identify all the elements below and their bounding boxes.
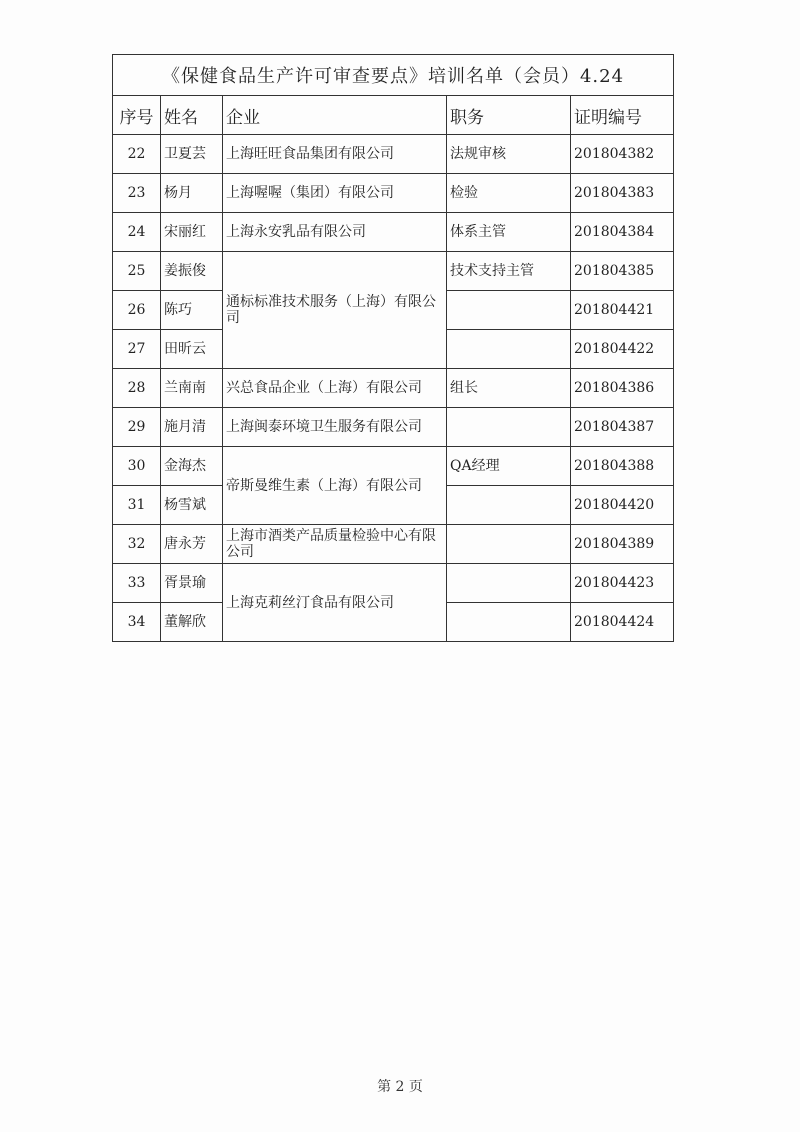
- table-row: [113, 525, 674, 564]
- row-position: [447, 603, 571, 642]
- row-name: 宋丽红: [161, 213, 223, 252]
- table-row: [113, 564, 674, 603]
- row-cert: 201804387: [571, 408, 674, 447]
- row-position: 体系主管: [447, 213, 571, 252]
- table-row: [113, 408, 674, 447]
- row-name: 兰南南: [161, 369, 223, 408]
- row-name: 董解欣: [161, 603, 223, 642]
- row-position: [447, 486, 571, 525]
- row-name: 唐永芳: [161, 525, 223, 564]
- header-row: [113, 96, 674, 135]
- row-no: 34: [113, 603, 161, 642]
- page-number: 第 2 页: [377, 1079, 423, 1095]
- row-no: 27: [113, 330, 161, 369]
- table-row: [113, 252, 674, 291]
- row-cert: 201804382: [571, 135, 674, 174]
- row-no: 32: [113, 525, 161, 564]
- row-cert: 201804388: [571, 447, 674, 486]
- row-position: 技术支持主管: [447, 252, 571, 291]
- row-cert: 201804420: [571, 486, 674, 525]
- row-company: 帝斯曼维生素（上海）有限公司: [223, 447, 447, 525]
- row-cert: 201804423: [571, 564, 674, 603]
- row-no: 24: [113, 213, 161, 252]
- row-no: 28: [113, 369, 161, 408]
- row-name: 姜振俊: [161, 252, 223, 291]
- row-name: 杨月: [161, 174, 223, 213]
- row-company: 上海旺旺食品集团有限公司: [223, 135, 447, 174]
- row-no: 30: [113, 447, 161, 486]
- header-name: 姓名: [161, 96, 223, 135]
- row-name: 田昕云: [161, 330, 223, 369]
- row-no: 22: [113, 135, 161, 174]
- row-company: 上海克莉丝汀食品有限公司: [223, 564, 447, 642]
- row-company: 兴总食品企业（上海）有限公司: [223, 369, 447, 408]
- row-no: 31: [113, 486, 161, 525]
- table-row: [113, 447, 674, 486]
- row-cert: 201804422: [571, 330, 674, 369]
- row-position: [447, 408, 571, 447]
- row-no: 26: [113, 291, 161, 330]
- row-company: 上海闽泰环境卫生服务有限公司: [223, 408, 447, 447]
- row-company: 上海市酒类产品质量检验中心有限公司: [223, 525, 447, 564]
- row-name: 金海杰: [161, 447, 223, 486]
- row-name: 杨雪斌: [161, 486, 223, 525]
- row-name: 陈巧: [161, 291, 223, 330]
- row-no: 25: [113, 252, 161, 291]
- table-row: [113, 135, 674, 174]
- header-position: 职务: [447, 96, 571, 135]
- row-position: [447, 525, 571, 564]
- row-position: [447, 330, 571, 369]
- table-row: [113, 174, 674, 213]
- row-position: 法规审核: [447, 135, 571, 174]
- row-company: 上海喔喔（集团）有限公司: [223, 174, 447, 213]
- row-name: 卫夏芸: [161, 135, 223, 174]
- row-position: [447, 564, 571, 603]
- row-no: 29: [113, 408, 161, 447]
- table-row: [113, 369, 674, 408]
- row-cert: 201804384: [571, 213, 674, 252]
- row-cert: 201804421: [571, 291, 674, 330]
- table-title: 《保健食品生产许可审查要点》培训名单（会员）4.24: [113, 55, 674, 96]
- header-no: 序号: [113, 96, 161, 135]
- row-name: 施月清: [161, 408, 223, 447]
- row-position: [447, 291, 571, 330]
- row-position: 组长: [447, 369, 571, 408]
- row-position: 检验: [447, 174, 571, 213]
- row-no: 33: [113, 564, 161, 603]
- row-cert: 201804424: [571, 603, 674, 642]
- row-cert: 201804389: [571, 525, 674, 564]
- row-cert: 201804385: [571, 252, 674, 291]
- row-company: 通标标准技术服务（上海）有限公司: [223, 252, 447, 369]
- header-cert: 证明编号: [571, 96, 674, 135]
- row-position: QA经理: [447, 447, 571, 486]
- row-cert: 201804383: [571, 174, 674, 213]
- row-name: 胥景瑜: [161, 564, 223, 603]
- row-no: 23: [113, 174, 161, 213]
- table-title-row: [113, 55, 674, 96]
- table-row: [113, 213, 674, 252]
- row-cert: 201804386: [571, 369, 674, 408]
- training-roster-table: [112, 54, 674, 642]
- header-company: 企业: [223, 96, 447, 135]
- row-company: 上海永安乳品有限公司: [223, 213, 447, 252]
